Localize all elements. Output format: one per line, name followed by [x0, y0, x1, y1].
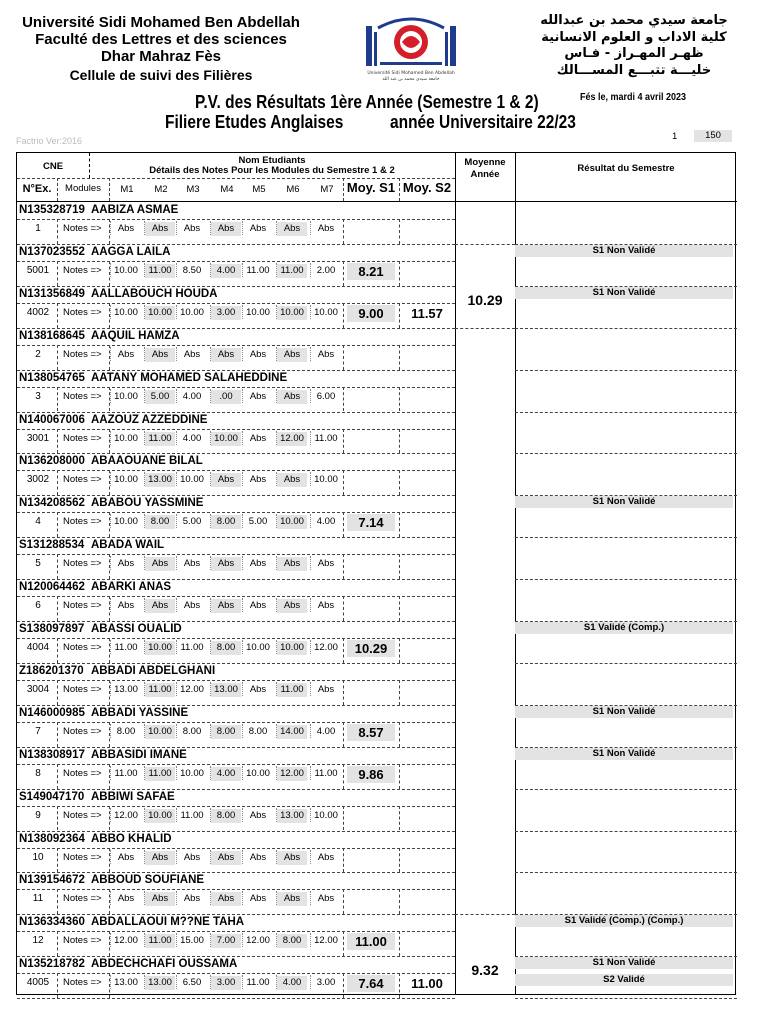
module-note: Abs [145, 599, 175, 613]
module-note: 13.00 [211, 683, 241, 697]
module-note: 2.00 [316, 264, 336, 276]
module-note: 4.00 [182, 432, 202, 444]
module-note: 12.00 [277, 432, 307, 446]
module-note: 10.00 [246, 306, 270, 318]
module-note: Abs [277, 599, 307, 613]
module-note: Abs [117, 223, 135, 234]
student-nex: 3004 [26, 683, 50, 695]
student-cne: N146000985 [19, 706, 85, 719]
module-note: 11.00 [114, 767, 138, 779]
module-note: 8.50 [182, 264, 202, 276]
module-note: Abs [145, 851, 175, 865]
header-arabic [530, 13, 738, 79]
module-note: 12.00 [114, 809, 138, 821]
module-note: Abs [183, 558, 201, 570]
module-note: 10.00 [277, 306, 307, 320]
module-note: Abs [183, 223, 201, 234]
student-cne: Z186201370 [19, 664, 84, 677]
student-nex: 5001 [26, 264, 50, 276]
moyenne-annee-value: 9.32 [471, 962, 499, 979]
module-note: 10.00 [180, 767, 204, 779]
student-cne: N134208562 [19, 497, 85, 510]
student-nex: 3 [35, 390, 41, 402]
notes-label: Notes => [63, 223, 102, 234]
student-name: ABAAOUANE BILAL [91, 455, 203, 468]
notes-label: Notes => [63, 935, 102, 947]
notes-label: Notes => [63, 767, 102, 779]
semester-result: S1 Non Validé [515, 245, 733, 257]
module-note: Abs [249, 851, 267, 863]
module-note: 10.00 [114, 390, 138, 402]
moy-s1-value: 8.57 [347, 724, 395, 741]
student-name: ABBO KHALID [91, 832, 172, 845]
module-note: Abs [277, 557, 307, 571]
notes-label: Notes => [63, 516, 102, 528]
module-note: Abs [249, 893, 267, 905]
module-note: 15.00 [180, 935, 204, 947]
col-module-1: M1 [120, 184, 134, 195]
module-note: 4.00 [182, 390, 202, 402]
student-name: ABABOU YASSMINE [91, 497, 204, 510]
module-note: Abs [277, 892, 307, 906]
student-cne: N135328719 [19, 204, 85, 216]
module-note: 12.00 [314, 642, 338, 653]
student-nex: 2 [35, 348, 41, 360]
student-cne: S149047170 [19, 790, 85, 803]
notes-label: Notes => [63, 642, 102, 653]
module-note: 12.00 [314, 935, 338, 947]
student-nex: 9 [35, 809, 41, 821]
col-module-3: M3 [186, 184, 200, 195]
moy-s1-value: 11.00 [347, 933, 395, 950]
student-nex: 4004 [26, 642, 50, 653]
module-note: 8.00 [211, 809, 241, 823]
student-name: ABDALLAOUI M??NE TAHA [91, 916, 245, 929]
module-note: 7.00 [211, 934, 241, 948]
module-note: Abs [117, 851, 135, 863]
col-nom: Nom Etudiants [238, 155, 306, 166]
student-nex: 1 [35, 223, 41, 234]
module-note: 11.00 [145, 264, 175, 278]
module-note: 10.00 [114, 516, 138, 528]
module-note: Abs [249, 348, 267, 360]
notes-label: Notes => [63, 474, 102, 486]
module-note: Abs [117, 558, 135, 570]
student-cne: N136334360 [19, 916, 85, 929]
module-note: 10.00 [180, 306, 204, 318]
university-logo [364, 12, 458, 84]
module-note: 8.00 [211, 515, 241, 529]
module-note: Abs [211, 348, 241, 362]
student-cne: S138097897 [19, 623, 85, 635]
module-note: 5.00 [182, 516, 202, 528]
module-note: Abs [117, 893, 135, 905]
module-note: Abs [211, 222, 241, 236]
logo-caption: Université Sidi Mohamed Ben Abdellah [367, 71, 455, 76]
student-cne: N138168645 [19, 329, 85, 342]
module-note: Abs [317, 893, 335, 905]
notes-label: Notes => [63, 558, 102, 570]
module-note: 6.00 [316, 390, 336, 402]
col-resultat: Résultat du Semestre [577, 163, 675, 174]
student-cne: N136208000 [19, 455, 85, 468]
module-note: Abs [183, 600, 201, 612]
student-cne: N139154672 [19, 874, 85, 887]
module-note: Abs [145, 892, 175, 906]
moy-s1-value: 9.86 [347, 766, 395, 783]
student-name: ABBASIDI IMANE [91, 748, 187, 761]
module-note: Abs [117, 348, 135, 360]
date-text: Fés le, mardi 4 avril 2023 [580, 92, 687, 103]
module-note: Abs [249, 432, 267, 444]
col-modules: Modules [65, 183, 101, 194]
module-note: 13.00 [114, 977, 138, 989]
student-name: AALLABOUCH HOUDA [91, 287, 218, 300]
student-name: ABBIWI SAFAE [91, 790, 175, 803]
col-module-6: M6 [286, 184, 300, 195]
notes-label: Notes => [63, 977, 102, 989]
col-moy-s2: Moy. S2 [402, 180, 452, 195]
notes-label: Notes => [63, 306, 102, 318]
module-note: Abs [317, 683, 335, 695]
student-cne: N137023552 [19, 245, 85, 258]
notes-label: Notes => [63, 390, 102, 402]
university-name: Université Sidi Mohamed Ben Abdellah [22, 14, 300, 31]
semester-result: S1 Non Validé [515, 957, 733, 969]
student-nex: 4005 [26, 977, 50, 989]
student-name: ABASSI OUALID [91, 623, 182, 635]
semester-result: S1 Non Validé [515, 496, 733, 508]
module-note: Abs [211, 892, 241, 906]
module-note: 10.00 [211, 432, 241, 446]
module-note: 14.00 [277, 725, 307, 739]
module-note: 8.00 [211, 725, 241, 739]
campus-name-ar: ظهـر المهـراز - فـاس [564, 46, 704, 61]
module-note: Abs [317, 600, 335, 612]
module-note: 3.00 [316, 977, 336, 989]
module-note: 10.00 [246, 767, 270, 779]
student-name: ABBADI YASSINE [91, 706, 189, 719]
module-note: 10.00 [145, 809, 175, 823]
notes-label: Notes => [63, 725, 102, 737]
campus-name: Dhar Mahraz Fès [100, 48, 222, 65]
moy-s1-value: 7.64 [347, 975, 395, 992]
moy-s2-value: 11.00 [411, 976, 443, 992]
module-note: Abs [211, 473, 241, 487]
moy-s2-value: 11.57 [411, 305, 443, 321]
module-note: Abs [183, 851, 201, 863]
semester-result: S1 Non Validé [515, 706, 733, 718]
module-note: Abs [249, 223, 267, 234]
moy-s1-value: 8.21 [347, 263, 395, 280]
module-note: 13.00 [145, 473, 175, 487]
module-note: 11.00 [277, 683, 307, 697]
student-name: AAGGA LAILA [91, 245, 171, 258]
student-nex: 5 [35, 558, 41, 570]
module-note: 3.00 [211, 976, 241, 990]
module-note: 11.00 [314, 767, 338, 779]
student-name: ABADA WAIL [91, 539, 165, 552]
notes-label: Notes => [63, 600, 102, 612]
module-note: 12.00 [246, 935, 270, 947]
col-annee: Année [470, 169, 500, 180]
module-note: 13.00 [145, 976, 175, 990]
notes-label: Notes => [63, 809, 102, 821]
filiere-title: Filiere Etudes Anglaises [165, 112, 344, 132]
module-note: 11.00 [246, 977, 270, 989]
module-note: 8.00 [182, 725, 202, 737]
page-total: 150 [694, 130, 732, 142]
student-nex: 7 [35, 725, 41, 737]
student-nex: 12 [32, 935, 44, 947]
module-note: 10.00 [314, 809, 338, 821]
module-note: Abs [211, 851, 241, 865]
module-note: 13.00 [277, 809, 307, 823]
notes-label: Notes => [63, 264, 102, 276]
module-note: Abs [317, 223, 335, 234]
student-cne: N138054765 [19, 371, 85, 384]
cell-name-ar: خليـــة تتبـــع المســـالك [556, 62, 712, 78]
student-cne: N131356849 [19, 287, 85, 300]
module-note: 8.00 [211, 641, 241, 655]
moy-s1-value: 9.00 [347, 305, 395, 322]
moy-s1-value: 10.29 [347, 640, 395, 657]
semester-result: S2 Validé [515, 974, 733, 986]
col-moyenne: Moyenne [464, 157, 506, 168]
module-note: Abs [249, 474, 267, 486]
col-module-4: M4 [220, 184, 234, 195]
student-cne: N135218782 [19, 958, 85, 971]
student-cne: N138092364 [19, 832, 85, 845]
module-note: 4.00 [211, 264, 241, 278]
semester-result: S1 Validé (Comp.) (Comp.) [515, 915, 733, 927]
module-note: Abs [277, 222, 307, 236]
student-name: ABDECHCHAFI OUSSAMA [91, 958, 238, 971]
notes-label: Notes => [63, 348, 102, 360]
module-note: Abs [277, 473, 307, 487]
student-cne: N140067006 [19, 413, 85, 426]
module-note: Abs [277, 390, 307, 404]
student-nex: 4002 [26, 306, 50, 318]
module-note: 4.00 [211, 767, 241, 781]
faculty-name: Faculté des Lettres et des sciences [35, 31, 287, 48]
module-note: 10.00 [277, 641, 307, 655]
module-note: 4.00 [277, 976, 307, 990]
module-note: 12.00 [180, 683, 204, 695]
col-module-2: M2 [154, 184, 168, 195]
notes-label: Notes => [63, 683, 102, 695]
student-nex: 4 [35, 516, 41, 528]
module-note: 5.00 [248, 516, 268, 528]
module-note: 10.00 [277, 515, 307, 529]
module-note: 4.00 [316, 516, 336, 528]
module-note: Abs [317, 558, 335, 570]
module-note: 12.00 [277, 767, 307, 781]
module-note: 8.00 [145, 515, 175, 529]
module-note: 13.00 [114, 683, 138, 695]
academic-year: année Universitaire 22/23 [390, 112, 576, 132]
student-nex: 3001 [26, 432, 50, 444]
module-note: Abs [277, 348, 307, 362]
semester-result: S1 Validé (Comp.) [515, 622, 733, 634]
university-name-ar: جامعة سيدي محمد بن عبدالله [540, 13, 728, 28]
module-note: 11.00 [145, 934, 175, 948]
module-note: 8.00 [116, 725, 136, 737]
module-note: 11.00 [180, 809, 204, 821]
module-note: Abs [249, 809, 267, 821]
semester-result: S1 Non Validé [515, 287, 733, 299]
module-note: 10.00 [180, 474, 204, 486]
version-text: Factrio Ver:2016 [16, 136, 83, 146]
header-french [6, 14, 316, 84]
module-note: 11.00 [314, 432, 338, 444]
student-name: ABBADI ABDELGHANI [91, 664, 216, 677]
module-note: 10.00 [114, 432, 138, 444]
page-title: P.V. des Résultats 1ère Année (Semestre 1 & 2) [195, 92, 539, 112]
col-cne: CNE [42, 161, 64, 172]
module-note: Abs [145, 348, 175, 362]
col-module-7: M7 [320, 184, 334, 195]
col-nex: N°Ex. [22, 183, 52, 195]
module-note: Abs [317, 348, 335, 360]
module-note: Abs [183, 348, 201, 360]
student-cne: N138308917 [19, 748, 85, 761]
module-note: 10.00 [114, 306, 138, 318]
student-name: ABARKI ANAS [91, 581, 172, 594]
module-note: 10.00 [145, 641, 175, 655]
student-cne: S131288534 [19, 539, 85, 552]
moyenne-annee-value: 10.29 [467, 291, 503, 308]
student-name: AAQUIL HAMZA [91, 329, 180, 342]
semester-result: S1 Non Validé [515, 748, 733, 760]
col-details: Détails des Notes Pour les Modules du Semestre 1 & 2 [149, 165, 395, 176]
student-name: AAZOUZ AZZEDDINE [91, 413, 208, 426]
module-note: Abs [211, 599, 241, 613]
svg-text:جامعة سيدي محمد بن عبد الله: جامعة سيدي محمد بن عبد الله [382, 77, 440, 82]
module-note: Abs [145, 222, 175, 236]
col-module-5: M5 [252, 184, 266, 195]
page-number: 1 [672, 131, 678, 142]
results-table [16, 152, 736, 995]
module-note: Abs [277, 851, 307, 865]
module-note: 11.00 [114, 642, 138, 653]
student-nex: 10 [32, 851, 44, 863]
module-note: 11.00 [277, 264, 307, 278]
module-note: Abs [211, 557, 241, 571]
module-note: 11.00 [145, 432, 175, 446]
module-note: 5.00 [145, 390, 175, 404]
module-note: Abs [317, 851, 335, 863]
module-note: Abs [249, 390, 267, 402]
cell-name: Cellule de suivi des Filières [69, 67, 253, 83]
module-note: .00 [211, 390, 241, 404]
module-note: 11.00 [246, 264, 270, 276]
module-note: Abs [117, 600, 135, 612]
module-note: 3.00 [211, 306, 241, 320]
module-note: 8.00 [277, 934, 307, 948]
notes-label: Notes => [63, 851, 102, 863]
faculty-name-ar: كلية الاداب و العلوم الانسانية [541, 29, 727, 45]
student-name: AATANY MOHAMED SALAHEDDINE [91, 371, 288, 384]
notes-label: Notes => [63, 432, 102, 444]
module-note: 10.00 [145, 306, 175, 320]
student-nex: 8 [35, 767, 41, 779]
module-note: Abs [249, 683, 267, 695]
student-name: ABBOUD SOUFIANE [91, 874, 205, 887]
module-note: Abs [249, 600, 267, 612]
student-nex: 11 [32, 893, 44, 905]
module-note: 10.00 [314, 474, 338, 486]
notes-label: Notes => [63, 893, 102, 905]
module-note: 4.00 [316, 725, 336, 737]
module-note: 8.00 [248, 725, 268, 737]
student-cne: N120064462 [19, 581, 85, 594]
col-moy-s1: Moy. S1 [346, 180, 396, 195]
module-note: 10.00 [314, 306, 338, 318]
module-note: Abs [249, 558, 267, 570]
module-note: 11.00 [145, 767, 175, 781]
student-nex: 6 [35, 600, 41, 612]
module-note: 11.00 [145, 683, 175, 697]
student-name: AABIZA ASMAE [91, 204, 179, 216]
module-note: 6.50 [182, 977, 202, 989]
module-note: 12.00 [114, 935, 138, 947]
module-note: Abs [183, 893, 201, 905]
module-note: Abs [145, 557, 175, 571]
module-note: 10.00 [246, 642, 270, 653]
student-nex: 3002 [26, 474, 50, 486]
module-note: 10.00 [145, 725, 175, 739]
module-note: 11.00 [180, 642, 204, 653]
module-note: 10.00 [114, 474, 138, 486]
module-note: 10.00 [114, 264, 138, 276]
moy-s1-value: 7.14 [347, 514, 395, 531]
